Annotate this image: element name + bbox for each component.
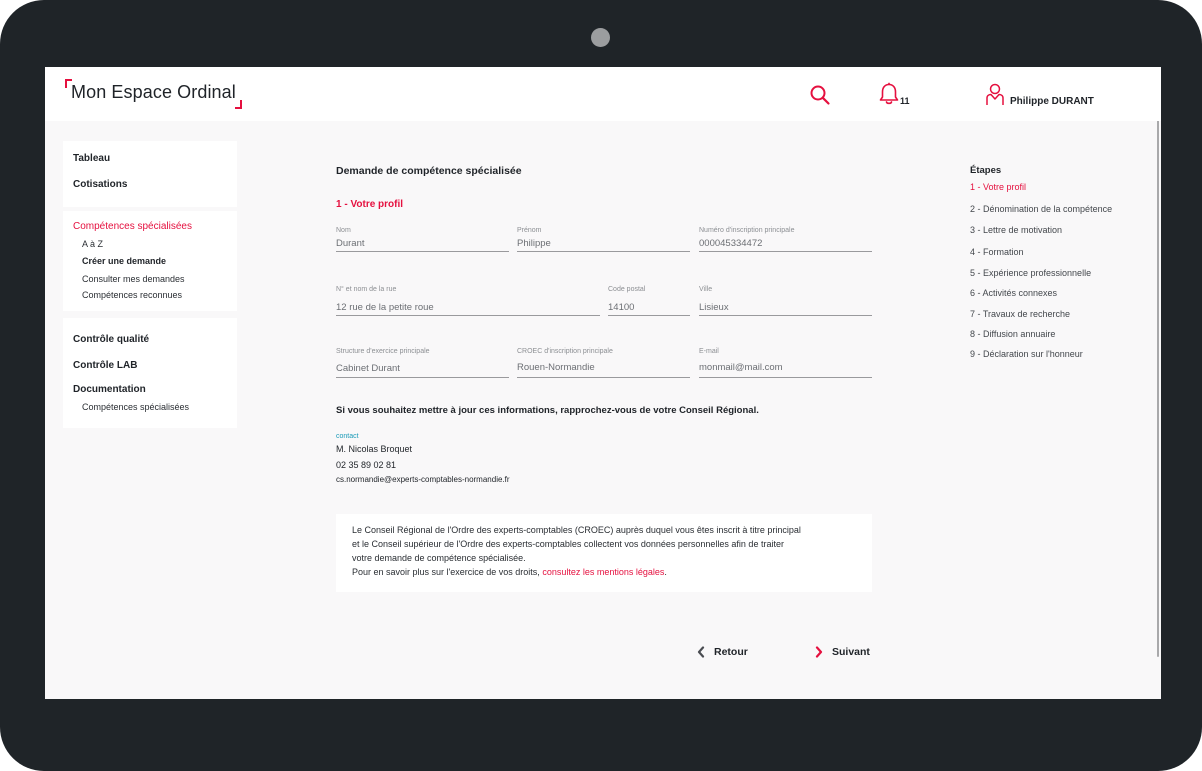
notification-count: 11 <box>900 96 910 106</box>
bell-icon <box>878 82 900 106</box>
field-value: Cabinet Durant <box>336 363 400 374</box>
page-title: Demande de compétence spécialisée <box>336 165 522 177</box>
field-label: E-mail <box>699 348 719 355</box>
sidebar-group-competences <box>63 211 237 311</box>
logo-corner-icon <box>65 79 72 88</box>
sidebar-item-cotisations[interactable]: Cotisations <box>73 179 128 190</box>
privacy-notice <box>336 514 872 592</box>
field-value: 000045334472 <box>699 238 763 249</box>
sidebar-item-competences[interactable]: Compétences spécialisées <box>73 221 192 232</box>
user-icon <box>985 83 1005 107</box>
steps-title: Étapes <box>970 165 1002 176</box>
contact-phone[interactable]: 02 35 89 02 81 <box>336 460 397 470</box>
field-label: Prénom <box>517 227 542 234</box>
chevron-right-icon <box>815 646 823 658</box>
sidebar-item-controle-qualite[interactable]: Contrôle qualité <box>73 334 150 345</box>
notice-line: et le Conseil supérieur de l'Ordre des experts-comptables collectent vos données personnelles afin de traiter <box>352 539 784 549</box>
top-header <box>45 67 1161 121</box>
sidebar-item-controle-lab[interactable]: Contrôle LAB <box>73 360 138 371</box>
sidebar-subitem-creer-demande[interactable]: Créer une demande <box>82 256 167 266</box>
field-value: monmail@mail.com <box>699 362 783 373</box>
ville-field[interactable] <box>699 286 872 316</box>
sidebar-item-documentation[interactable]: Documentation <box>73 384 146 395</box>
croec-field[interactable] <box>517 348 690 378</box>
legal-mentions-link[interactable]: consultez les mentions légales <box>542 567 665 577</box>
step-item[interactable]: 1 - Votre profil <box>970 182 1027 192</box>
prenom-field[interactable] <box>517 227 690 252</box>
app-screen <box>45 67 1161 699</box>
step-item[interactable]: 3 - Lettre de motivation <box>970 225 1063 235</box>
notice-line <box>352 565 856 579</box>
chevron-left-icon <box>697 646 705 658</box>
field-value: Rouen-Normandie <box>517 362 595 373</box>
step-item[interactable]: 2 - Dénomination de la compétence <box>970 204 1113 214</box>
next-button-label: Suivant <box>832 646 870 658</box>
numero-inscription-field[interactable] <box>699 227 872 252</box>
email-field[interactable] <box>699 348 872 378</box>
notifications-button[interactable] <box>878 82 912 108</box>
field-value: 14100 <box>608 302 635 313</box>
field-label: Nom <box>336 227 351 234</box>
section-title: 1 - Votre profil <box>336 199 404 210</box>
field-label: Structure d'exercice principale <box>336 348 430 355</box>
sidebar-group-other <box>63 318 237 428</box>
field-value: Philippe <box>517 238 551 249</box>
contact-label: contact <box>336 433 359 440</box>
contact-email[interactable]: cs.normandie@experts-comptables-normandie.fr <box>336 475 510 484</box>
sidebar-subitem-competences-reconnues[interactable]: Compétences reconnues <box>82 290 183 300</box>
user-name: Philippe DURANT <box>1010 96 1094 107</box>
notice-line: Le Conseil Régional de l'Ordre des experts-comptables (CROEC) auprès duquel vous êtes inscrit à titre principal <box>352 525 801 535</box>
contact-name: M. Nicolas Broquet <box>336 444 413 454</box>
nom-field[interactable] <box>336 227 509 252</box>
code-postal-field[interactable] <box>608 286 690 316</box>
logo-text: Mon Espace Ordinal <box>71 82 236 102</box>
scrollbar[interactable] <box>1157 77 1159 657</box>
logo[interactable] <box>65 79 242 109</box>
step-item[interactable]: 9 - Déclaration sur l'honneur <box>970 349 1083 359</box>
step-item[interactable]: 6 - Activités connexes <box>970 288 1058 298</box>
field-label: CROEC d'inscription principale <box>517 348 613 355</box>
rue-field[interactable] <box>336 286 600 316</box>
structure-field[interactable] <box>336 348 509 378</box>
update-info-text: Si vous souhaitez mettre à jour ces informations, rapprochez-vous de votre Conseil Régional. <box>336 405 759 416</box>
camera-dot <box>591 28 610 47</box>
step-item[interactable]: 4 - Formation <box>970 247 1024 257</box>
step-item[interactable]: 8 - Diffusion annuaire <box>970 329 1056 339</box>
field-label: Code postal <box>608 286 646 293</box>
notice-text: Pour en savoir plus sur l'exercice de vos droits, <box>352 567 540 577</box>
notice-line: votre demande de compétence spécialisée. <box>352 553 526 563</box>
notice-end: . <box>664 567 667 577</box>
field-label: Numéro d'inscription principale <box>699 227 795 234</box>
sidebar-item-tableau[interactable]: Tableau <box>73 153 111 164</box>
field-label: N° et nom de la rue <box>336 286 397 293</box>
step-item[interactable]: 5 - Expérience professionnelle <box>970 268 1092 278</box>
sidebar-subitem-a-z[interactable]: A à Z <box>82 239 104 249</box>
field-value: 12 rue de la petite roue <box>336 302 434 313</box>
search-icon[interactable] <box>809 84 831 106</box>
field-value: Lisieux <box>699 302 729 313</box>
field-value: Durant <box>336 238 365 249</box>
step-item[interactable]: 7 - Travaux de recherche <box>970 309 1071 319</box>
field-label: Ville <box>699 286 713 293</box>
sidebar-group-main <box>63 141 237 207</box>
back-button-label: Retour <box>714 646 748 658</box>
sidebar-subitem-doc-competences[interactable]: Compétences spécialisées <box>82 402 190 412</box>
sidebar-subitem-consulter-demandes[interactable]: Consulter mes demandes <box>82 274 185 284</box>
logo-corner-icon <box>235 100 242 109</box>
